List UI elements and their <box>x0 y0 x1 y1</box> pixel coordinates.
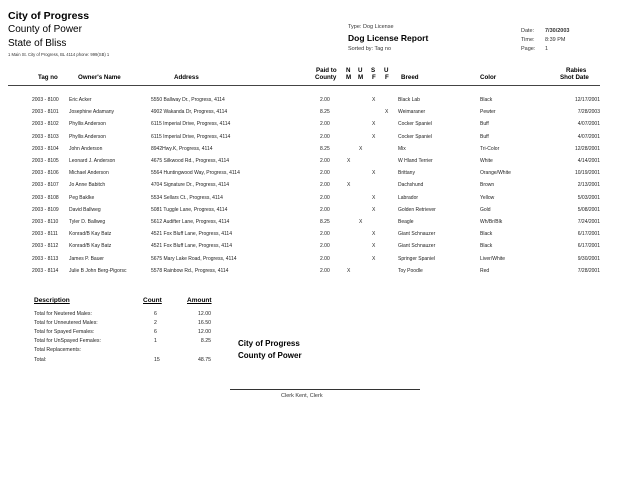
cell-paid: 2.00 <box>320 194 330 201</box>
cell-rabies-date: 4/07/2001 <box>577 133 600 140</box>
table-row <box>0 158 640 171</box>
summary-count-label: Count <box>143 297 162 304</box>
table-row <box>0 182 640 195</box>
cell-owner: Jo Anne Babitch <box>69 182 106 189</box>
col-rabies-line2: Shot Date <box>560 74 589 81</box>
cell-color: Buff <box>480 121 489 128</box>
cell-breed: Dachshund <box>398 182 424 189</box>
col-paid-line1: Paid to <box>316 67 337 74</box>
cell-color: Tri-Color <box>480 145 500 152</box>
cell-owner: David Ballweg <box>69 206 101 213</box>
cell-paid: 2.00 <box>320 133 330 140</box>
cell-rabies-date: 12/28/2001 <box>574 145 600 152</box>
cell-tag: 2003 - 8111 <box>32 231 58 238</box>
summary-amount: 12.00 <box>198 329 211 336</box>
sorted-by: Sorted by: Tag no <box>348 46 392 52</box>
cell-rabies-date: 5/03/2001 <box>577 194 600 201</box>
col-color: Color <box>480 74 497 81</box>
signature-county: County of Power <box>238 351 302 360</box>
summary-count: 2 <box>154 320 157 327</box>
cell-tag: 2003 - 8100 <box>32 97 59 103</box>
cell-rabies-date: 10/19/2001 <box>574 170 600 177</box>
col-tag-no: Tag no <box>38 74 58 81</box>
cell-rabies-date: 2/13/2001 <box>577 182 600 189</box>
cell-address: 5550 Ballway Dr., Progress, 4114 <box>151 97 225 103</box>
page-value: 1 <box>545 46 549 52</box>
cell-address: 4521 Fox Bluff Lane, Progress, 4114 <box>151 243 232 250</box>
cell-spayed-female: X <box>372 206 376 213</box>
cell-address: 4521 Fox Bluff Lane, Progress, 4114 <box>151 231 232 238</box>
time-label: Time: <box>521 37 535 43</box>
cell-color: Black <box>480 231 493 238</box>
cell-owner: Konrad/B Kay Batz <box>69 243 112 250</box>
cell-rabies-date: 5/08/2001 <box>577 206 600 213</box>
cell-address: 4675 Silkwood Rd., Progress, 4114 <box>151 158 230 164</box>
cell-breed: Giant Schnauzer <box>398 243 436 250</box>
cell-owner: Julie B John Berg-Pigorsc <box>69 267 127 274</box>
col-um-bot: M <box>358 74 364 81</box>
cell-unneutered-male: X <box>359 219 363 225</box>
report-title: Dog License Report <box>348 33 429 43</box>
date-value: 7/30/2003 <box>545 28 570 34</box>
date-label: Date: <box>521 28 535 34</box>
cell-owner: Eric Acker <box>69 97 92 103</box>
clerk-name: Clerk Kent, Clerk <box>281 393 323 399</box>
cell-owner: Peg Baklke <box>69 194 95 201</box>
cell-tag: 2003 - 8101 <box>32 109 59 116</box>
cell-spayed-female: X <box>372 97 376 103</box>
county-name: County of Power <box>8 24 82 35</box>
cell-spayed-female: X <box>372 170 376 177</box>
summary-count: 1 <box>154 338 157 345</box>
cell-address: 4704 Signature Dr., Progress, 4114 <box>151 182 230 189</box>
col-paid-line2: County <box>315 74 337 81</box>
cell-breed: Labrador <box>398 194 419 201</box>
cell-address: 6115 Imperial Drive, Progress, 4114 <box>151 133 231 140</box>
summary-description: Total for Unneutered Males: <box>34 320 98 327</box>
time-value: 8:39 PM <box>545 37 566 43</box>
cell-paid: 2.00 <box>320 170 330 177</box>
cell-rabies-date: 6/17/2001 <box>577 243 600 250</box>
cell-color: Wh/Br/Blk <box>480 219 503 225</box>
cell-tag: 2003 - 8109 <box>32 206 59 213</box>
cell-address: 4902 Wakanda Dr, Progress, 4114 <box>151 109 228 116</box>
cell-unneutered-male: X <box>359 145 363 152</box>
signature-city: City of Progress <box>238 339 300 348</box>
summary-description: Total for UnSpayed Females: <box>34 338 101 345</box>
col-rabies-line1: Rabies <box>566 67 587 74</box>
cell-paid: 2.00 <box>320 267 330 274</box>
cell-breed: Mix <box>398 145 406 152</box>
table-row <box>0 97 640 110</box>
cell-rabies-date: 6/17/2001 <box>577 231 600 238</box>
cell-paid: 2.00 <box>320 121 330 128</box>
cell-neutered-male: X <box>347 267 351 274</box>
cell-spayed-female: X <box>372 121 376 128</box>
summary-amount: 16.50 <box>198 320 211 327</box>
cell-color: Red <box>480 267 490 274</box>
summary-description-label: Description <box>34 297 70 304</box>
cell-paid: 2.00 <box>320 182 330 189</box>
cell-paid: 8.25 <box>320 145 330 152</box>
cell-color: White <box>480 158 493 164</box>
col-nm-bot: M <box>346 74 352 81</box>
cell-rabies-date: 4/14/2001 <box>577 158 600 164</box>
col-sf-bot: F <box>372 74 376 81</box>
col-nm-top: N <box>346 67 351 74</box>
cell-paid: 2.00 <box>320 158 330 164</box>
cell-color: Pewter <box>480 109 496 116</box>
cell-breed: Cocker Spaniel <box>398 133 432 140</box>
col-breed: Breed <box>401 74 419 81</box>
cell-owner: Josephine Adamany <box>69 109 115 116</box>
table-row <box>0 195 640 208</box>
summary-description: Total Replacements: <box>34 347 81 354</box>
summary-amount: 48.75 <box>198 356 211 363</box>
table-row <box>0 219 640 232</box>
cell-paid: 2.00 <box>320 231 330 238</box>
summary-count: 15 <box>154 356 160 363</box>
cell-address: 6115 Imperial Drive, Progress, 4114 <box>151 121 231 128</box>
cell-neutered-male: X <box>347 158 351 164</box>
table-row <box>0 146 640 159</box>
cell-breed: Golden Retriever <box>398 206 436 213</box>
report-type: Type: Dog License <box>348 24 394 30</box>
cell-rabies-date: 9/30/2001 <box>577 255 600 262</box>
cell-breed: W Hland Terrier <box>398 158 433 164</box>
cell-spayed-female: X <box>372 194 376 201</box>
cell-rabies-date: 4/07/2001 <box>577 121 600 128</box>
cell-neutered-male: X <box>347 182 351 189</box>
summary-count: 6 <box>154 329 157 336</box>
cell-address: 5578 Rainbow Rd., Progress, 4114 <box>151 267 229 274</box>
col-owner: Owner's Name <box>78 74 121 81</box>
cell-tag: 2003 - 8102 <box>32 121 59 128</box>
cell-paid: 8.25 <box>320 219 330 225</box>
col-um-top: U <box>358 67 363 74</box>
summary-amount: 12.00 <box>198 311 211 317</box>
address-line: 1 Main St. City of Progress, BL 4114 phone: 999(SB) 1 <box>8 52 110 57</box>
cell-breed: Beagle <box>398 219 414 225</box>
cell-color: Yellow <box>480 194 495 201</box>
cell-address: 5675 Mary Lake Road, Progress, 4114 <box>151 255 237 262</box>
cell-color: Brown <box>480 182 495 189</box>
table-row <box>0 134 640 147</box>
col-sf-top: S <box>371 67 376 74</box>
cell-owner: Michael Anderson <box>69 170 109 177</box>
cell-color: Orange/White <box>480 170 511 177</box>
cell-spayed-female: X <box>372 255 376 262</box>
cell-breed: Cocker Spaniel <box>398 121 432 128</box>
cell-rabies-date: 7/28/2001 <box>577 267 600 274</box>
cell-spayed-female: X <box>372 231 376 238</box>
cell-owner: John Anderson <box>69 145 103 152</box>
cell-breed: Brittany <box>398 170 415 177</box>
cell-paid: 2.00 <box>320 206 330 213</box>
table-row <box>0 109 640 122</box>
table-row <box>0 256 640 269</box>
cell-tag: 2003 - 8108 <box>32 194 59 201</box>
cell-tag: 2003 - 8112 <box>32 243 59 250</box>
cell-address: 5534 Sellars Ct., Progress, 4114 <box>151 194 223 201</box>
cell-paid: 8.25 <box>320 109 330 116</box>
summary-amount-label: Amount <box>187 297 212 304</box>
cell-owner: Leonard J. Anderson <box>69 158 116 164</box>
table-row <box>0 268 640 281</box>
cell-spayed-female: X <box>372 243 376 250</box>
table-row <box>0 170 640 183</box>
cell-rabies-date: 12/17/2001 <box>574 97 600 103</box>
cell-rabies-date: 7/24/2001 <box>577 219 600 225</box>
table-row <box>0 207 640 220</box>
cell-color: Liver/White <box>480 255 506 262</box>
signature-line <box>230 389 420 390</box>
cell-spayed-female: X <box>372 133 376 140</box>
cell-owner: Phyllis Anderson <box>69 133 106 140</box>
cell-owner: Phyllis Anderson <box>69 121 106 128</box>
cell-color: Black <box>480 243 493 250</box>
cell-owner: Tyler D. Ballweg <box>69 219 106 225</box>
cell-tag: 2003 - 8106 <box>32 170 59 177</box>
state-name: State of Bliss <box>8 38 67 49</box>
summary-description: Total for Neutered Males: <box>34 311 92 317</box>
col-uf-top: U <box>384 67 389 74</box>
cell-tag: 2003 - 8107 <box>32 182 59 189</box>
cell-owner: James P. Bauer <box>69 255 104 262</box>
table-row <box>0 243 640 256</box>
summary-amount: 8.25 <box>200 338 211 345</box>
cell-breed: Springer Spaniel <box>398 255 435 262</box>
header-rule <box>8 85 600 86</box>
cell-tag: 2003 - 8105 <box>32 158 59 164</box>
cell-tag: 2003 - 8103 <box>32 133 59 140</box>
cell-tag: 2003 - 8110 <box>32 219 59 225</box>
cell-owner: Konrad/B Kay Batz <box>69 231 112 238</box>
cell-breed: Black Lab <box>398 97 420 103</box>
cell-color: Buff <box>480 133 489 140</box>
cell-color: Black <box>480 97 493 103</box>
cell-paid: 2.00 <box>320 255 330 262</box>
cell-breed: Giant Schnauzer <box>398 231 436 238</box>
cell-address: 5564 Huntingwood Way, Progress, 4114 <box>151 170 240 177</box>
cell-address: 8942Hwy.K, Progress, 4114 <box>151 145 213 152</box>
table-row <box>0 231 640 244</box>
city-name: City of Progress <box>8 10 90 22</box>
cell-rabies-date: 7/28/2003 <box>577 109 600 116</box>
cell-paid: 2.00 <box>320 243 330 250</box>
cell-paid: 2.00 <box>320 97 330 103</box>
cell-breed: Weimaraner <box>398 109 426 116</box>
cell-address: 5081 Tuggle Lane, Progress, 4114 <box>151 206 228 213</box>
col-uf-bot: F <box>385 74 389 81</box>
cell-address: 5612 Audifter Lane, Progress, 4114 <box>151 219 230 225</box>
cell-color: Gold <box>480 206 491 213</box>
col-address: Address <box>174 74 199 81</box>
cell-breed: Toy Poodle <box>398 267 423 274</box>
cell-tag: 2003 - 8104 <box>32 145 59 152</box>
summary-count: 6 <box>154 311 157 317</box>
table-row <box>0 121 640 134</box>
summary-description: Total: <box>34 356 47 363</box>
page-label: Page: <box>521 46 536 52</box>
cell-tag: 2003 - 8114 <box>32 267 59 274</box>
cell-tag: 2003 - 8113 <box>32 255 59 262</box>
cell-unspayed-female: X <box>385 109 389 116</box>
summary-description: Total for Spayed Females: <box>34 329 95 336</box>
